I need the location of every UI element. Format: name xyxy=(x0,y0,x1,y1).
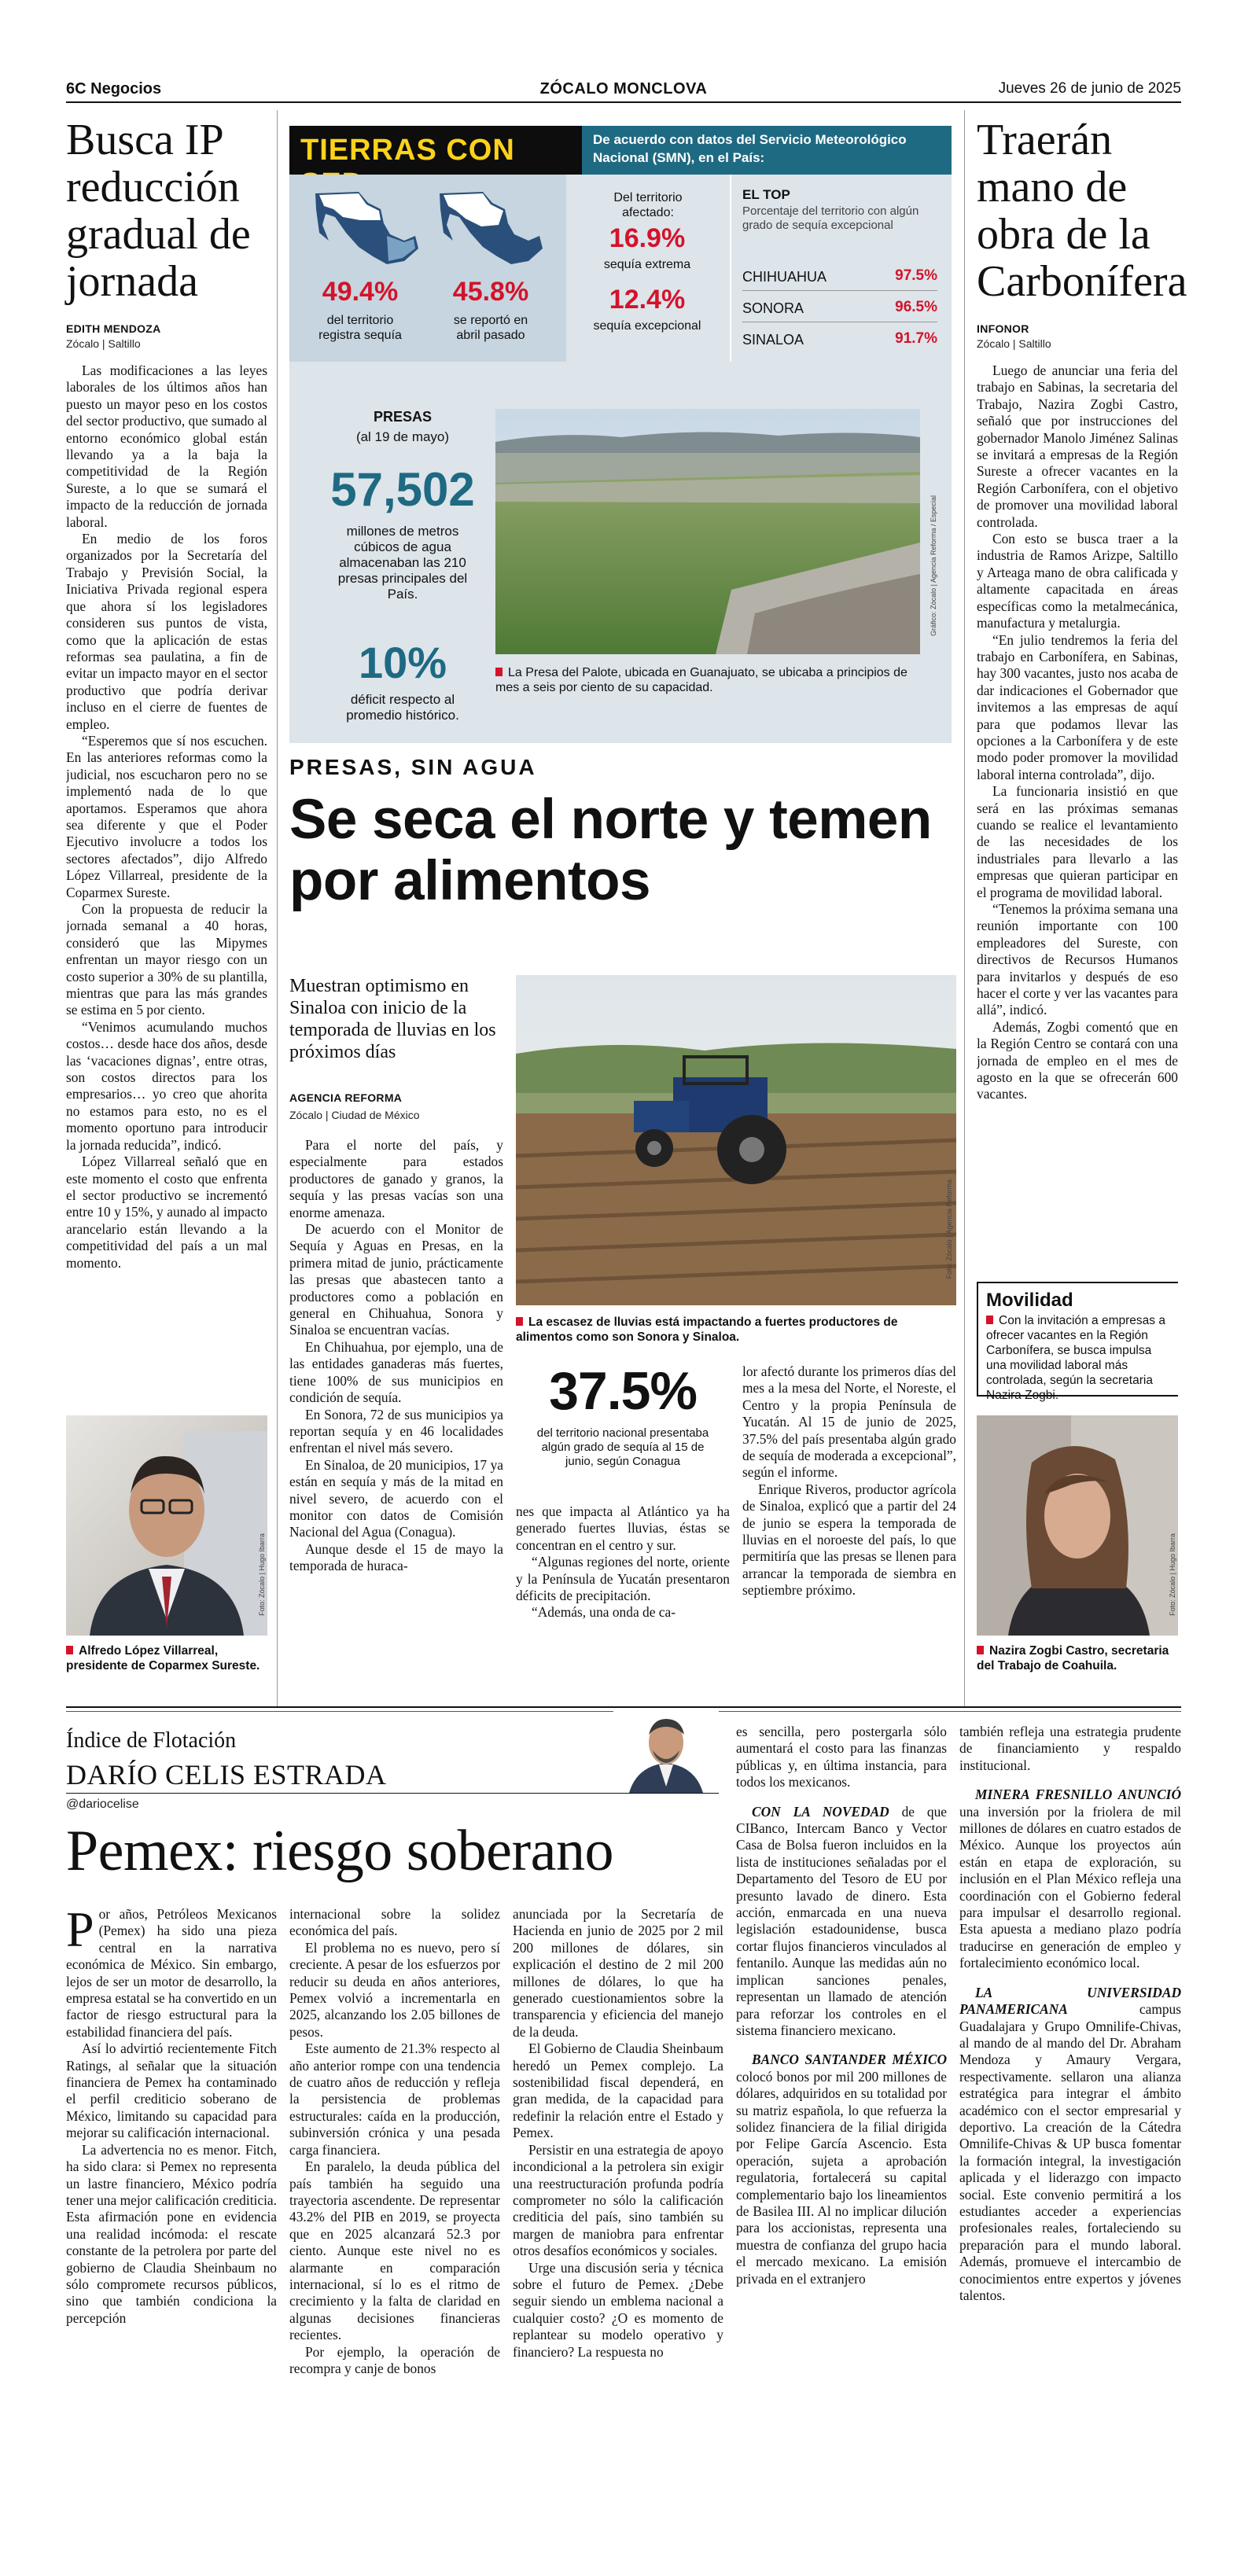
paragraph: Con la propuesta de reducir la jornada semanal a 40 horas, consideró que las Mipymes enfrentan un mayor riesgo con un costo superior a 30% de su plantilla, mientras que para las más grandes se estima en 5 por ciento. xyxy=(66,901,267,1018)
paper-name: ZÓCALO MONCLOVA xyxy=(539,80,708,98)
affected-label: Del territorio afectado: xyxy=(613,191,683,219)
paragraph: anunciada por la Secretaría de Hacienda en junio de 2025 por 2 mil 200 millones de dólares, sin explicación el destino de 2 mil 200 millones de dólares, lo que ha generado cuestionamientos sobre la transparencia y eficiencia del manejo de la deuda. xyxy=(513,1906,723,2040)
stat-april: 45.8% xyxy=(452,277,529,307)
item xyxy=(736,2052,947,2287)
exceptional-value: 12.4% xyxy=(609,285,686,315)
item-text: colocó bonos por mil 200 millones de dólares, adquiridos en su totalidad por su matriz española, lo que refuerza la solidez financiera de la filial dirigida por Felipe García Ascencio. Esta operación, sujeta a aprobación regulatoria, fortalecerá su capital complementario bajo los lineamientos de Basilea III. Al no implicar dilución para los accionistas, representa una muestra de confianza del grupo hacia el mercado mexicano. La emisión privada en el extranjero xyxy=(736,2068,947,2287)
author-avatar xyxy=(613,1711,719,1793)
main-col1 xyxy=(289,1137,503,1697)
dams-label: millones de metros cúbicos de agua almacenaban las 210 presas principales del País. xyxy=(337,524,468,602)
main-col2 xyxy=(516,1503,730,1692)
deficit-value: 10% xyxy=(358,638,447,687)
column-col4 xyxy=(736,1724,947,2535)
column-name: Índice de Flotación xyxy=(66,1728,237,1753)
main-col3 xyxy=(742,1363,956,1697)
top-row xyxy=(742,326,937,354)
item-text: campus Guadalajara y Grupo Omnilife-Chivas, al mando de al mando del Dr. Abraham Mendoza y Amaury Vergara, respectivamente. sellaron una alianza estratégica para integrar el ámbito académico con el sector empresarial y deportivo. La creación de la Cátedra Omnilife-Chivas & UP busca fomentar la formación integral, la investigación aplicada y el liderazgo con impacto social. Este convenio permitirá a los estudiantes acceder a experiencias profesionales reales, fortaleciendo su preparación para el mundo laboral. Además, promueve el intercambio de conocimientos entre expertos y jóvenes talentos. xyxy=(959,2001,1181,2303)
paragraph: De acuerdo con el Monitor de Sequía y Aguas en Presas, en la primera mitad de junio, prácticamente las presas que abastecen tanto a productores como a población en general en Chihuahua, Sonora y Sinaloa se encuentran vacías. xyxy=(289,1221,503,1338)
left-photo-caption: Alfredo López Villarreal, presidente de Coparmex Sureste. xyxy=(66,1643,267,1673)
zogbi-photo-caption: Nazira Zogbi Castro, secretaria del Trabajo de Coahuila. xyxy=(977,1643,1178,1673)
main-kicker: PRESAS, SIN AGUA xyxy=(289,755,537,779)
paragraph: “Esperemos que sí nos escuchen. En las anteriores reformas como la judicial, nos escucharon pero no se implementó nada de lo que aportamos. Esperamos que ahora sea diferente y que el Poder Ejecutivo involucre a todos los sectores afectados”, dijo Alfredo López Villarreal, presidente de la Coparmex Sureste. xyxy=(66,732,267,900)
column-author-rule xyxy=(66,1793,719,1794)
paragraph: “Venimos acumulando muchos costos… desde hace dos años, desde las ‘vacaciones dignas’, entre otras, son costos directos para los empresarios… yo creo que ahorita no estamos para esto, no es el momento oportuno para introducir la jornada reducida”, indicó. xyxy=(66,1018,267,1153)
paragraph: En Sinaloa, de 20 municipios, 17 ya están en sequía y más de la mitad en nivel severo, de acuerdo con el monitor con datos de Comisión Nacional del Agua (Conagua). xyxy=(289,1456,503,1540)
item-lead: BANCO SANTANDER MÉXICO xyxy=(752,2052,947,2068)
item-text: de que CIBanco, Intercam Banco y Vector Casa de Bolsa fueron incluidos en la lista de instituciones señaladas por el Departamento del Tesoro de EU por presunto lavado de dinero. Esta acción, enmarcada en una nueva legislación estadounidense, busca cortar flujos financieros vinculados al fentanilo. Aunque las medidas aún no implican sanciones penales, representan un llamado de atención para reforzar los controles en el sistema financiero mexicano. xyxy=(736,1803,947,2038)
paragraph: lor afectó durante los primeros días del mes a la mesa del Norte, el Noreste, el Centro y la propia Península de Yucatán. Al 15 de junio de 2025, 37.5% del país presentaba algún grado de sequía de moderada a excepcional”, según el informe. xyxy=(742,1363,956,1481)
movilidad-box xyxy=(977,1282,1178,1402)
paragraph: López Villarreal señaló que en este momento el costo que enfrenta el sector productivo se incrementó entre 10 y 15%, y aunado al impacto arancelario están llevando a la competitividad del país a un mal momento. xyxy=(66,1154,267,1271)
paragraph: también refleja una estrategia prudente de financiamiento y respaldo institucional. xyxy=(959,1724,1181,1773)
main-byline: AGENCIA REFORMA xyxy=(289,1091,403,1104)
item-lead: LA UNIVERSIDAD PANAMERICANA xyxy=(959,1984,1181,2018)
right-article xyxy=(977,116,1187,1262)
paragraph: “Además, una onda de ca- xyxy=(532,1604,676,1621)
paragraph: Por ejemplo, la operación de recompra y canje de bonos xyxy=(289,2343,500,2376)
map-panel xyxy=(289,175,566,362)
tractor-photo-credit: Foto: Zócalo | Agencia Reforma xyxy=(945,1179,953,1279)
mexico-map-icon xyxy=(436,186,546,272)
main-headline: Se seca el norte y temen por alimentos xyxy=(289,789,932,912)
lopez-villarreal-photo xyxy=(66,1415,267,1636)
paragraph: Urge una discusión seria y técnica sobre el futuro de Pemex. ¿Debe seguir siendo un emblema nacional a cualquier costo? ¿O es momento de replantear su modelo operativo y financiero? La respuesta no xyxy=(513,2259,723,2360)
tractor-photo xyxy=(516,975,956,1305)
dams-value: 57,502 xyxy=(330,463,475,516)
top-desc: Porcentaje del territorio con algún grado de sequía excepcional xyxy=(742,204,919,232)
paragraph: Este aumento de 21.3% respecto al año anterior rompe con una tendencia de cuatro años de reducción y refleja la persistencia de problemas estructurales: caída en la producción, subinversión crónica y una pesada carga financiera. xyxy=(289,2041,500,2158)
infographic-photo-caption: La Presa del Palote, ubicada en Guanajuato, se ubicaba a principios de mes a seis por ciento de su capacidad. xyxy=(495,665,920,695)
paragraph: En paralelo, la deuda pública del país también ha seguido una trayectoria ascendente. De representar 43.2% del PIB en 2019, se proyecta que en 2025 alcanzará 52.3 por ciento. Aunque este nivel no es alarmante en comparación internacional, sí lo es el ritmo de crecimiento y la falta de claridad en algunas decisiones financieras recientes. xyxy=(289,2158,500,2343)
paragraph: Aunque desde el 15 de mayo la temporada de huraca- xyxy=(289,1540,503,1574)
dams-title: PRESAS xyxy=(373,409,433,425)
affected-panel xyxy=(569,175,725,362)
zogbi-photo-credit: Foto: Zócalo | Hugo Ibarra xyxy=(1169,1533,1176,1616)
stat-drought-territory: 49.4% xyxy=(322,277,399,307)
paragraph: Persistir en una estrategia de apoyo incondicional a la petrolera sin exigir una reestructuración profunda podría comprometer no sólo la calificación crediticia del país, sino también su margen de maniobra para enfrentar otros desafíos económicos y sociales. xyxy=(513,2141,723,2259)
paragraph: Enrique Riveros, productor agrícola de Sinaloa, explicó que a partir del 24 de junio se espera la temporada de lluvias en el noroeste del país, lo que permitiría que las presas se llenen para arrancar la temporada de siembra en septiembre próximo. xyxy=(742,1481,956,1599)
paragraph: Luego de anunciar una feria del trabajo en Sabinas, la secretaria del Trabajo, Nazira Zogbi Castro, señaló que por instrucciones del gobernador Manolo Jiménez Salinas se invitará a empresas de la Región Sureste a ofrecer vacantes en la Región Carbonífera, con el objetivo de promover una movilidad laboral controlada. xyxy=(977,362,1178,530)
item xyxy=(959,1985,1181,2305)
presa-palote-photo xyxy=(495,409,920,654)
right-headline: Traerán mano de obra de la Carbonífera xyxy=(977,116,1187,306)
left-location: Zócalo | Saltillo xyxy=(66,337,141,350)
paragraph: “Tenemos la próxima semana una reunión importante con 100 empleadores del Sureste, con directivos de Recursos Humanos para invitarlos y después de eso hacer el corte y ver las vacantes para allá”, indicó. xyxy=(977,901,1178,1018)
paragraph: Con esto se busca traer a la industria de Ramos Arizpe, Saltillo y Arteaga mano de obra calificada y altamente capacitada en áreas específicas como la metalmecánica, manufactura y metalurgia. xyxy=(977,531,1178,631)
top-panel xyxy=(730,175,952,362)
right-byline: INFONOR xyxy=(977,322,1029,335)
masthead-rule xyxy=(66,101,1181,103)
right-location: Zócalo | Saltillo xyxy=(977,337,1051,350)
top-row xyxy=(742,263,937,291)
extreme-value: 16.9% xyxy=(609,223,686,253)
infographic-title-bar xyxy=(289,126,582,175)
drop-cap: P xyxy=(66,1906,94,1957)
main-location: Zócalo | Ciudad de México xyxy=(289,1109,420,1121)
masthead xyxy=(66,79,1181,102)
stat-april-label: se reportó en abril pasado xyxy=(453,314,528,342)
top-state: CHIHUAHUA xyxy=(742,269,827,285)
zogbi-photo xyxy=(977,1415,1178,1636)
column-headline: Pemex: riesgo soberano xyxy=(66,1819,613,1883)
left-headline: Busca IP reducción gradual de jornada xyxy=(66,116,251,306)
column-rule-left xyxy=(277,110,278,1706)
dams-date: (al 19 de mayo) xyxy=(355,429,450,444)
paragraph: En Chihuahua, por ejemplo, una de las entidades ganaderas más fuertes, tiene 100% de sus municipios en condición de sequía. xyxy=(289,1338,503,1406)
top-title: EL TOP xyxy=(742,187,790,202)
column-col1 xyxy=(66,1906,277,2535)
paragraph: En Sonora, 72 de sus municipios ya reportan sequía y en 46 localidades enfrentan el nivel más severo. xyxy=(289,1406,503,1456)
column-col5 xyxy=(959,1724,1181,2535)
main-stat-box xyxy=(516,1360,730,1469)
item xyxy=(736,1804,947,2040)
paragraph xyxy=(66,1906,277,2041)
infographic-credit: Gráfico: Zócalo | Agencia Reforma / Especial xyxy=(930,495,937,636)
column-col3 xyxy=(513,1906,723,2535)
top-state: SONORA xyxy=(742,300,804,316)
right-body xyxy=(977,362,1178,1262)
section-label: 6C Negocios xyxy=(66,80,162,98)
issue-date: Jueves 26 de junio de 2025 xyxy=(998,80,1181,97)
infographic xyxy=(289,126,952,743)
item-lead: MINERA FRESNILLO ANUNCIÓ xyxy=(975,1787,1181,1803)
section-divider xyxy=(66,1706,1181,1708)
paragraph: El Gobierno de Claudia Sheinbaum heredó un Pemex complejo. La sostenibilidad fiscal dependerá, en gran medida, de la capacidad para redefinir la relación entre el Estado y Pemex. xyxy=(513,2041,723,2141)
stat-drought-territory-label: del territorio registra sequía xyxy=(318,314,402,342)
item xyxy=(959,1787,1181,1971)
paragraph: La advertencia no es menor. Fitch, ha sido clara: si Pemex no representa un lastre financiero, México podría tener una mejor calificación crediticia. Esta afirmación pone en evidencia una realidad incómoda: el rescate constante de la petrolera por parte del gobierno de Claudia Sheinbaum no sólo compromete recursos públicos, sino que también condiciona la percepción xyxy=(66,2141,277,2326)
item-text: una inversión por la friolera de mil millones de dólares en cuatro estados de México. Aunque los proyectos aún están en etapa de exploración, su inclusión en el Plan México refleja una coordinación con el Gobierno federal para impulsar el desarrollo regional. Esta apuesta a mediano plazo podría traducirse en generación de empleo y fortalecimiento económico local. xyxy=(959,1803,1181,1971)
paragraph: Además, Zogbi comentó que en la Región Centro se contará con una jornada de empleo en el mes de agosto en la que se ofrecerán 600 vacantes. xyxy=(977,1018,1178,1102)
left-body xyxy=(66,362,267,1385)
top-value: 96.5% xyxy=(895,299,937,315)
paragraph: Las modificaciones a las leyes laborales de los últimos años han puesto un mayor peso en los costos del sector productivo, que sumado al entorno económico global están llevando ya a la baja la competitividad de la Región Sureste, a lo que se sumará el impacto de la reducción de jornada laboral. xyxy=(66,362,267,530)
paragraph: El problema no es nuevo, pero sí creciente. A pesar de los esfuerzos por reducir su deuda en años anteriores, Pemex volvió a incrementarla en 2025, alcanzando los 2.05 billones de pesos. xyxy=(289,1939,500,2040)
photo-credit: Foto: Zócalo | Hugo Ibarra xyxy=(258,1533,266,1616)
top-state: SINALOA xyxy=(742,332,804,348)
movilidad-text: Con la invitación a empresas a ofrecer vacantes en la Región Carbonífera, se busca impulsa una movilidad laboral más controlada, según la secretaria Nazira Zogbi. xyxy=(986,1313,1173,1403)
paragraph: Para el norte del país, y especialmente para estados productores de ganado y granos, la sequía y las presas vacías son una enorme amenaza. xyxy=(289,1137,503,1220)
top-row xyxy=(742,294,937,322)
mexico-map-icon xyxy=(311,186,422,272)
infographic-source-bar xyxy=(582,126,952,175)
left-byline: EDITH MENDOZA xyxy=(66,322,161,335)
top-value: 97.5% xyxy=(895,267,937,284)
column-handle: @dariocelise xyxy=(66,1798,139,1811)
paragraph: Así lo advirtió recientemente Fitch Ratings, al señalar que la situación financiera de Pemex ha contaminado el perfil crediticio soberano de México, limitando su capacidad para mejorar su calificación internacional. xyxy=(66,2041,277,2141)
deficit-label: déficit respecto al promedio histórico. xyxy=(346,692,459,723)
left-article xyxy=(66,116,267,1385)
paragraph: nes que impacta al Atlántico ya ha generado fuertes lluvias, éstas se concentran en el centro y sur. xyxy=(516,1503,730,1553)
infographic-title: TIERRAS CON xyxy=(300,134,515,167)
column-col2 xyxy=(289,1906,500,2535)
main-stat-value: 37.5% xyxy=(549,1361,697,1421)
top-value: 91.7% xyxy=(895,330,937,347)
item-lead: CON LA NOVEDAD xyxy=(752,1803,889,1820)
main-stat-label: del territorio nacional presentaba algún grado de sequía al 15 de junio, según Conagua xyxy=(536,1426,709,1468)
tractor-photo-caption: La escasez de lluvias está impactando a fuertes productores de alimentos como son Sonora y Sinaloa. xyxy=(516,1315,956,1345)
exceptional-label: sequía excepcional xyxy=(593,319,701,333)
paragraph-text: or años, Petróleos Mexicanos (Pemex) ha sido una pieza central en la narrativa económica de México. Sin embargo, lejos de ser un motor de desarrollo, la empresa estatal se ha convertido en un factor de riesgo estructural para la estabilidad financiera del país. xyxy=(66,1906,277,2040)
movilidad-title: Movilidad xyxy=(986,1290,1073,1311)
paragraph: La funcionaria insistió en que será en las próximas semanas cuando se realice el levantamiento de las necesidades de los industriales para llevarlo a las empresas que quieran participar en el programa de movilidad laboral. xyxy=(977,783,1178,900)
extreme-label: sequía extrema xyxy=(603,258,691,271)
infographic-source: De acuerdo con datos del Servicio Meteorológico Nacional (SMN), en el País: xyxy=(593,132,907,165)
paragraph: “Algunas regiones del norte, oriente y la Península de Yucatán presentaron déficits de precipitación. xyxy=(516,1554,730,1604)
paragraph: En medio de los foros organizados por la Secretaría del Trabajo y Previsión Social, la Iniciativa Privada regional espera que ahora sí los legisladores consideren sus puntos de vista, como que la aplicación de estas reformas sea paulatina, a fin de evitar un impacto mayor en el sector productivo que podría derivar incluso en el cierre de fuentes de empleo. xyxy=(66,531,267,732)
main-deck: Muestran optimismo en Sinaloa con inicio de la temporada de lluvias en los próximos días xyxy=(289,976,496,1062)
paragraph: es sencilla, pero postergarla sólo aumentará el costo para las finanzas públicas y, en última instancia, para todos los mexicanos. xyxy=(736,1724,947,1790)
paragraph: internacional sobre la solidez económica del país. xyxy=(289,1906,500,1939)
column-author: DARÍO CELIS ESTRADA xyxy=(66,1759,387,1790)
paragraph: “En julio tendremos la feria del trabajo en Carbonífera, en Sabinas, hay 300 vacantes, justo nos acaba de dar indicaciones el Gobernador que invitemos a las empresas de aquí para que podamos llevar las opciones a la Carbonífera y de este modo poder promover la movilidad laboral interna controlada”, dijo. xyxy=(977,631,1178,782)
